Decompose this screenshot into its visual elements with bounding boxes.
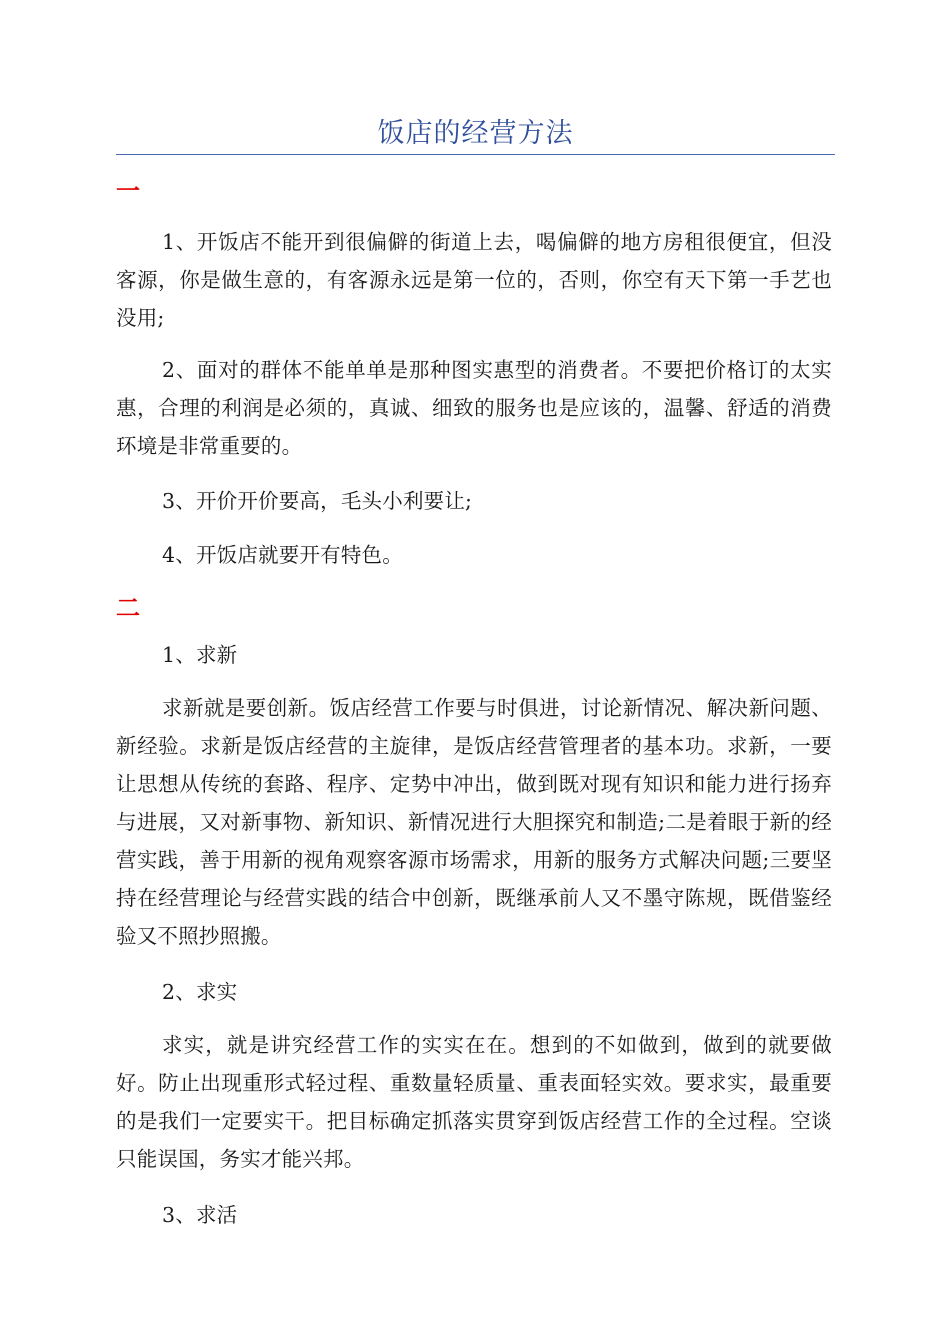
paragraph: 2、求实 [162,980,238,1004]
paragraph: 3、开价开价要高，毛头小利要让; [162,489,473,513]
section-heading-1: 一 [116,176,140,205]
paragraph: 1、求新 [162,643,238,667]
paragraph: 求新就是要创新。饭店经营工作要与时俱进，讨论新情况、解决新问题、新经验。求新是饭店经营的主旋律，是饭店经营管理者的基本功。求新，一要让思想从传统的套路、程序、定势中冲出，做到既对现有知识和能力进行扬弃与进展，又对新事物、新知识、新情况进行大胆探究和制造;二是着眼于新的经营实践，善于用新的视角观察客源市场需求，用新的服务方式解决问题;三要坚持在经营理论与经营实践的结合中创新，既继承前人又不墨守陈规，既借鉴经验又不照抄照搬。 [116,696,832,948]
paragraph: 3、求活 [162,1203,238,1227]
paragraph: 4、开饭店就要开有特色。 [162,543,403,567]
paragraph: 2、面对的群体不能单单是那种图实惠型的消费者。不要把价格订的太实惠，合理的利润是必须的，真诚、细致的服务也是应该的，温馨、舒适的消费环境是非常重要的。 [116,358,832,458]
section-heading-2: 二 [116,593,140,622]
document-title: 饭店的经营方法 [377,118,574,149]
title-underline [116,154,835,155]
paragraph: 1、开饭店不能开到很偏僻的街道上去，喝偏僻的地方房租很便宜，但没客源，你是做生意的，有客源永远是第一位的，否则，你空有天下第一手艺也没用; [116,230,832,330]
paragraph: 求实，就是讲究经营工作的实实在在。想到的不如做到，做到的就要做好。防止出现重形式轻过程、重数量轻质量、重表面轻实效。要求实，最重要的是我们一定要实干。把目标确定抓落实贯穿到饭店经营工作的全过程。空谈只能误国，务实才能兴邦。 [116,1033,832,1171]
